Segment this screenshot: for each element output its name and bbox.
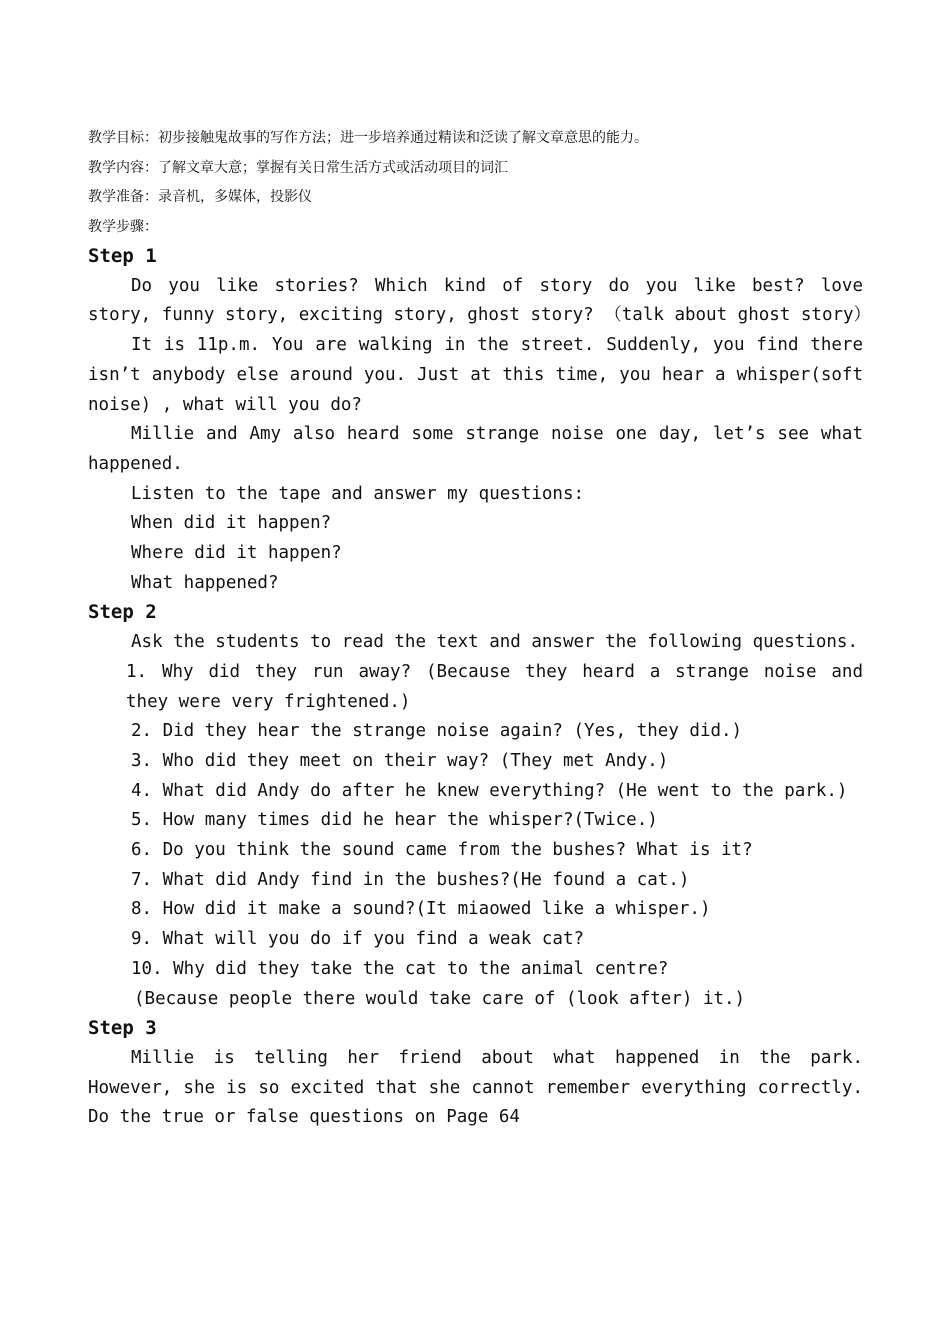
step-2-question-9: 9. What will you do if you find a weak cat? xyxy=(131,929,585,950)
step-3-paragraph: Millie is telling her friend about what happened in the park. However, she is so excited that she cannot remember everything correctly. Do the true or false questions on Page 64 xyxy=(88,1047,863,1128)
step-2-question-7: 7. What did Andy find in the bushes?(He found a cat.) xyxy=(131,869,690,890)
step-2-question-1: 1. Why did they run away? (Because they heard a strange noise and they were very frightened.) xyxy=(126,661,863,712)
step-1-listen-instruction: Listen to the tape and answer my questions: xyxy=(131,483,585,504)
step-2-question-6: 6. Do you think the sound came from the bushes? What is it? xyxy=(131,840,753,861)
step-1-heading: Step 1 xyxy=(88,245,157,267)
step-1-paragraph-1: Do you like stories? Which kind of story do you like best? love story, funny story, exciting story, ghost story? （talk about ghost story） xyxy=(88,275,872,326)
step-2-question-4: 4. What did Andy do after he knew everything? (He went to the park.) xyxy=(131,780,848,801)
step-2-question-3: 3. Who did they meet on their way? (They met Andy.) xyxy=(131,750,669,771)
step-1-paragraph-2: It is 11p.m. You are walking in the street. Suddenly, you find there isn’t anybody else around you. Just at this time, you hear a whisper(soft noise) , what will you do? xyxy=(88,335,863,415)
step-1-paragraph-3: Millie and Amy also heard some strange noise one day, let’s see what happened. xyxy=(88,424,863,474)
teaching-preparation: 教学准备：录音机，多媒体，投影仪 xyxy=(88,189,312,205)
step-2-heading: Step 2 xyxy=(88,601,157,624)
step-2-answer-10: (Because people there would take care of (look after) it.) xyxy=(134,988,746,1009)
step-2-question-2: 2. Did they hear the strange noise again? (Yes, they did.) xyxy=(131,721,743,742)
teaching-content: 教学内容：了解文章大意；掌握有关日常生活方式或活动项目的词汇 xyxy=(88,159,508,176)
step-2-intro: Ask the students to read the text and answer the following questions. xyxy=(131,632,858,653)
lesson-plan-page xyxy=(88,124,872,1133)
step-1-question-where: Where did it happen? xyxy=(131,543,342,564)
step-1-question-when: When did it happen? xyxy=(131,513,332,534)
step-3-heading: Step 3 xyxy=(88,1017,157,1040)
step-2-question-10: 10. Why did they take the cat to the animal centre? xyxy=(131,958,669,979)
teaching-steps-title: 教学步骤： xyxy=(88,218,158,235)
step-1-question-what: What happened? xyxy=(131,572,279,593)
teaching-objective: 教学目标：初步接触鬼故事的写作方法；进一步培养通过精读和泛读了解文章意思的能力。 xyxy=(88,130,648,146)
step-2-question-8: 8. How did it make a sound?(It miaowed like a whisper.) xyxy=(131,899,711,920)
step-2-question-5: 5. How many times did he hear the whisper?(Twice.) xyxy=(131,810,658,831)
